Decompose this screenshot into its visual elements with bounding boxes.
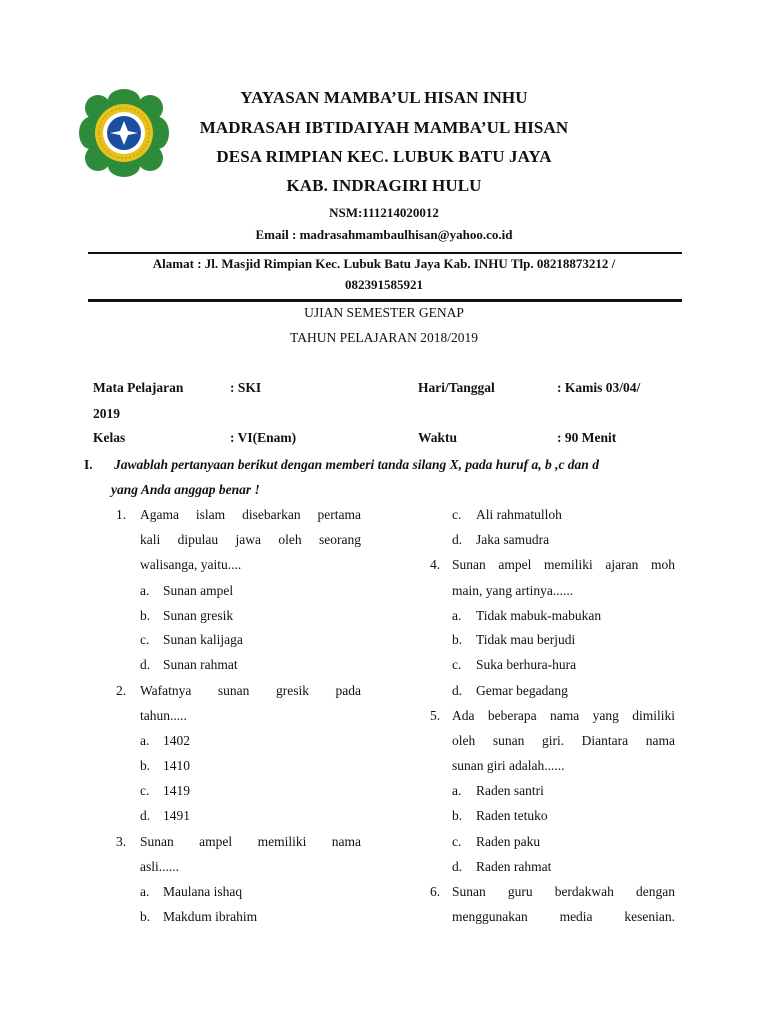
- q4-line-1: Sunan ampel memiliki ajaran moh: [452, 557, 675, 572]
- q3-option-text: Ali rahmatulloh: [476, 507, 562, 522]
- time-label: Waktu: [418, 430, 458, 445]
- q6-line-2: menggunakan media kesenian.: [452, 909, 675, 924]
- class-value: : VI(Enam): [230, 430, 297, 445]
- village-name: DESA RIMPIAN KEC. LUBUK BATU JAYA: [216, 147, 552, 166]
- q4-option-letter: c.: [452, 657, 462, 672]
- q3-option-letter: b.: [140, 909, 151, 924]
- madrasah-name: MADRASAH IBTIDAIYAH MAMBA’UL HISAN: [199, 118, 569, 137]
- q6-number: 6.: [430, 884, 441, 899]
- q1-option-letter: b.: [140, 608, 151, 623]
- subject-label: Mata Pelajaran: [93, 380, 184, 395]
- q4-option-letter: a.: [452, 608, 462, 623]
- q1-option-letter: d.: [140, 657, 151, 672]
- q5-option-letter: c.: [452, 834, 462, 849]
- instruction-line-2: yang Anda anggap benar !: [111, 482, 260, 497]
- q2-option-letter: c.: [140, 783, 150, 798]
- q5-number: 5.: [430, 708, 441, 723]
- q2-option-letter: a.: [140, 733, 150, 748]
- q1-number: 1.: [116, 507, 127, 522]
- q3-option-text: Maulana ishaq: [163, 884, 243, 899]
- q2-line-1: Wafatnya sunan gresik pada: [140, 683, 361, 698]
- q1-option-letter: c.: [140, 632, 150, 647]
- q5-option-letter: a.: [452, 783, 462, 798]
- q2-line-2: tahun.....: [140, 708, 187, 723]
- q4-option-letter: b.: [452, 632, 463, 647]
- q3-option-letter: a.: [140, 884, 150, 899]
- q5-option-text: Raden rahmat: [476, 859, 552, 874]
- q3-line-1: Sunan ampel memiliki nama: [140, 834, 361, 849]
- q4-line-2: main, yang artinya......: [452, 583, 574, 598]
- exam-title: UJIAN SEMESTER GENAP: [304, 305, 464, 320]
- q2-option-text: 1410: [163, 758, 190, 773]
- q4-option-text: Gemar begadang: [476, 683, 568, 698]
- q2-number: 2.: [116, 683, 127, 698]
- q4-option-letter: d.: [452, 683, 463, 698]
- q5-option-letter: d.: [452, 859, 463, 874]
- q4-option-text: Suka berhura-hura: [476, 657, 577, 672]
- regency-name: KAB. INDRAGIRI HULU: [286, 176, 482, 195]
- class-label: Kelas: [93, 430, 126, 445]
- day-value-continued: 2019: [93, 406, 120, 421]
- q1-line-3: walisanga, yaitu....: [140, 557, 242, 572]
- q3-line-2: asli......: [140, 859, 179, 874]
- exam-year: TAHUN PELAJARAN 2018/2019: [290, 330, 478, 345]
- q1-option-text: Sunan ampel: [163, 583, 234, 598]
- q5-line-1: Ada beberapa nama yang dimiliki: [452, 708, 675, 723]
- q4-option-text: Tidak mabuk-mabukan: [476, 608, 602, 623]
- q3-number: 3.: [116, 834, 127, 849]
- q1-option-letter: a.: [140, 583, 150, 598]
- q2-option-letter: d.: [140, 808, 151, 823]
- nsm-number: NSM:111214020012: [329, 205, 439, 220]
- q2-option-text: 1491: [163, 808, 190, 823]
- q1-option-text: Sunan gresik: [163, 608, 234, 623]
- q4-number: 4.: [430, 557, 441, 572]
- q2-option-text: 1402: [163, 733, 190, 748]
- q5-option-text: Raden paku: [476, 834, 541, 849]
- header-divider-bottom: [88, 299, 682, 302]
- q1-line-2: kali dipulau jawa oleh seorang: [140, 532, 361, 547]
- section-numeral: I.: [84, 457, 93, 472]
- q4-option-text: Tidak mau berjudi: [476, 632, 576, 647]
- q5-option-text: Raden tetuko: [476, 808, 548, 823]
- q1-option-text: Sunan kalijaga: [163, 632, 243, 647]
- email-address: Email : madrasahmambaulhisan@yahoo.co.id: [255, 227, 513, 242]
- q3-option-letter: d.: [452, 532, 463, 547]
- q2-option-letter: b.: [140, 758, 151, 773]
- header-divider-top: [88, 252, 682, 254]
- q3-option-text: Jaka samudra: [476, 532, 550, 547]
- instruction-line-1: Jawablah pertanyaan berikut dengan memberi tanda silang X, pada huruf a, b ,c dan d: [114, 457, 599, 472]
- q2-option-text: 1419: [163, 783, 190, 798]
- q5-line-3: sunan giri adalah......: [452, 758, 565, 773]
- q5-option-text: Raden santri: [476, 783, 544, 798]
- day-label: Hari/Tanggal: [418, 380, 495, 395]
- q1-line-1: Agama islam disebarkan pertama: [140, 507, 361, 522]
- subject-value: : SKI: [230, 380, 262, 395]
- foundation-name: YAYASAN MAMBA’UL HISAN INHU: [240, 88, 528, 107]
- q3-option-text: Makdum ibrahim: [163, 909, 258, 924]
- address-line-2: 082391585921: [345, 277, 423, 292]
- time-value: : 90 Menit: [557, 430, 617, 445]
- day-value: : Kamis 03/04/: [557, 380, 641, 395]
- q6-line-1: Sunan guru berdakwah dengan: [452, 884, 675, 899]
- address-line-1: Alamat : Jl. Masjid Rimpian Kec. Lubuk Batu Jaya Kab. INHU Tlp. 08218873212 /: [152, 256, 616, 271]
- q5-line-2: oleh sunan giri. Diantara nama: [452, 733, 675, 748]
- q3-option-letter: c.: [452, 507, 462, 522]
- q1-option-text: Sunan rahmat: [163, 657, 238, 672]
- q5-option-letter: b.: [452, 808, 463, 823]
